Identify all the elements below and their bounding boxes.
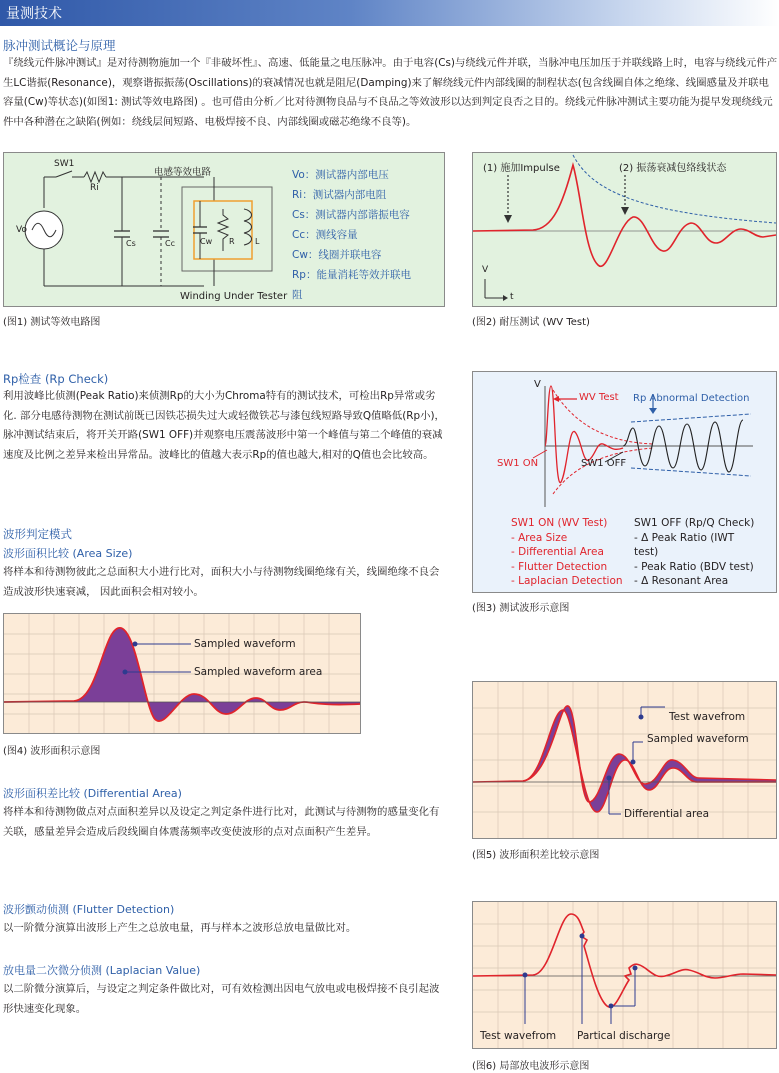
- fig1-legend-item: Cs：测试器内部谐振电容: [292, 209, 410, 221]
- section-header: [0, 0, 779, 26]
- fig5-label-diff-area: Differential area: [624, 808, 710, 820]
- fig3-col2-title: SW1 OFF (Rp/Q Check): [634, 517, 755, 529]
- diff-title: 波形面积差比较 (Differential Area): [3, 787, 182, 800]
- fig3-col1-item: - Flutter Detection: [511, 560, 608, 573]
- diff-paragraph: 将样本和待测物做点对点面积差异以及设定之判定条件进行比对，此测试与待测物的感量变化有关联，感量差异会造成后段线圈自体震荡频率改变使波形的点对点面积产生差异。: [3, 806, 440, 838]
- fig1-label-l: L: [255, 237, 260, 246]
- area-title: 波形面积比较 (Area Size): [3, 547, 133, 560]
- fig2-waveform: [473, 153, 776, 306]
- fig3-col1-item: - Laplacian Detection: [511, 575, 623, 587]
- fig5-differential-area: [472, 681, 777, 839]
- fig1-label-ri: Ri: [90, 183, 99, 193]
- intro-title: 脉冲测试概论与原理: [3, 38, 116, 53]
- fig3-label-wv: WV Test: [579, 392, 619, 403]
- fig2-axis-v: V: [482, 265, 489, 275]
- fig1-label-winding: Winding Under Tester: [180, 291, 288, 302]
- fig3-label-sw1on: SW1 ON: [497, 458, 539, 469]
- fig3-col2-item: - Δ Resonant Area: [634, 575, 729, 587]
- fig3-col2-item: test): [634, 546, 659, 558]
- fig3-label-rp-abnormal: Rp Abnormal Detection: [633, 393, 750, 404]
- fig1-legend-item: Ri：测试器内部电阻: [292, 189, 387, 201]
- laplacian-paragraph: 以二阶微分演算后，与设定之判定条件做比对，可有效检测出因电气放电或电极焊接不良引起波形快速变化现象。: [3, 983, 440, 1015]
- fig1-label-cs: Cs: [126, 239, 136, 248]
- flutter-paragraph: 以一阶微分演算出波形上产生之总放电量，再与样本之波形总放电量做比对。: [3, 922, 357, 934]
- fig3-col2: [634, 516, 754, 589]
- fig1-legend-item: 阻: [292, 289, 303, 301]
- fig3-caption: (图3) 测试波形示意图: [472, 603, 570, 614]
- fig1-label-r: R: [229, 237, 235, 246]
- mode-title: 波形判定模式: [3, 527, 72, 541]
- fig6-caption: (图6) 局部放电波形示意图: [472, 1061, 590, 1072]
- fig5-test-wave: [473, 710, 776, 812]
- fig1-label-vo: Vo: [16, 225, 27, 235]
- fig5-label-sampled-wave: Sampled waveform: [647, 733, 749, 745]
- fig1-legend-item: Cc：测线容量: [292, 229, 358, 241]
- fig1-legend: [292, 165, 442, 305]
- fig4-label-sampled-area: Sampled waveform area: [194, 666, 323, 678]
- intro-paragraph: 『绕线元件脉冲测试』是对待测物施加一个『非破坏性』、高速、低能量之电压脉冲。由于电容(Cs)与绕线元件并联，当脉冲电压加压于并联线路上时，电容与绕线元件产生LC谐振(Resonance)，观察谐振振荡(Oscillations)的衰减情况也就是阻尼(Damping)来了解绕线元件内部线圈的制程状态(包含线圈自体之绝缘、线圈感量及并联电容量(Cw)等状态)(如图1: 测试等效电路图) 。也可借由分析／比对待测物良品与不良品之等效波形以达到判定良否之目的。绕线元件脉冲测试主要功能为提早发现绕线元件中各种潜在之缺陷(例如：绕线层间短路、电极焊接不良、内部线圈或磁芯绝缘不良等)。: [3, 57, 778, 128]
- fig4-area-size: [3, 613, 361, 734]
- area-paragraph: 将样本和待测物彼此之总面积大小进行比对，面积大小与待测物线圈绝缘有关，线圈绝缘不良会造成波形快速衰减， 因此面积会相对较小。: [3, 566, 440, 598]
- rp-title: Rp检查 (Rp Check): [3, 372, 109, 386]
- fig1-legend-item: Vo：测试器内部电压: [292, 169, 389, 181]
- fig4-label-sampled-wave: Sampled waveform: [194, 638, 296, 650]
- fig2-label-envelope: (2) 振荡衰减包络线状态: [619, 163, 727, 174]
- fig1-legend-item: Rp：能量消耗等效并联电: [292, 269, 411, 281]
- fig3-col1-title: SW1 ON (WV Test): [511, 517, 608, 529]
- fig3-test-waveforms: [472, 371, 777, 593]
- rp-paragraph: 利用波峰比侦测(Peak Ratio)来侦测Rp的大小为Chroma特有的测试技术，可检出Rp异常或劣化. 部分电感待测物在测试前既已因铁芯损失过大或轻微铁芯与漆包线短路导致Q值略低(Rp小)，脉冲测试结束后，将开关开路(SW1 OFF)并观察电压震荡波形中第一个峰值与第二个峰值的衰减速度及比例之差异来检出异常品。波峰比的值越大表示Rp的值也越大,相对的Q值也会比较高。: [3, 390, 445, 461]
- sw1-switch: [56, 171, 72, 177]
- fig6-partial-discharge: [472, 901, 777, 1049]
- fig5-label-test-wave: Test wavefrom: [669, 711, 746, 723]
- laplacian-title: 放电量二次微分侦测 (Laplacian Value): [3, 964, 201, 977]
- fig3-col2-item: - Δ Peak Ratio (IWT: [634, 531, 735, 544]
- fig3-col1-item: - Differential Area: [511, 546, 604, 558]
- fig6-label-test-wave: Test wavefrom: [480, 1030, 557, 1042]
- fig2-caption: (图2) 耐压测试 (WV Test): [472, 317, 590, 328]
- fig3-label-sw1off: SW1 OFF: [581, 458, 627, 469]
- fig1-equivalent-circuit: [3, 152, 445, 307]
- fig5-caption: (图5) 波形面积差比较示意图: [472, 850, 600, 861]
- fig3-col2-item: - Peak Ratio (BDV test): [634, 560, 754, 573]
- flutter-title: 波形颤动侦测 (Flutter Detection): [3, 903, 175, 916]
- fig3-axis-v: V: [534, 379, 541, 390]
- fig1-label-equiv: 电感等效电路: [154, 167, 212, 178]
- fig3-col1: [511, 516, 623, 589]
- ri-resistor: [84, 172, 106, 182]
- fig6-label-partial-discharge: Partical discharge: [577, 1030, 671, 1042]
- fig4-caption: (图4) 波形面积示意图: [3, 746, 101, 757]
- fig1-legend-item: Cw：线圈并联电容: [292, 249, 382, 261]
- fig6-test-wave: [473, 914, 776, 1007]
- fig1-label-sw1: SW1: [54, 159, 75, 169]
- fig2-wv-test: [472, 152, 777, 307]
- fig1-label-cc: Cc: [165, 239, 175, 248]
- fig3-col1-item: - Area Size: [511, 531, 568, 544]
- fig1-label-cw: Cw: [200, 237, 213, 246]
- section-header-title: 量测技术: [6, 6, 62, 22]
- fig2-axis-t: t: [510, 292, 514, 302]
- fig6-waveform: [473, 902, 776, 1048]
- fig1-caption: (图1) 测试等效电路图: [3, 317, 101, 328]
- fig2-label-impulse: (1) 施加Impulse: [483, 163, 560, 174]
